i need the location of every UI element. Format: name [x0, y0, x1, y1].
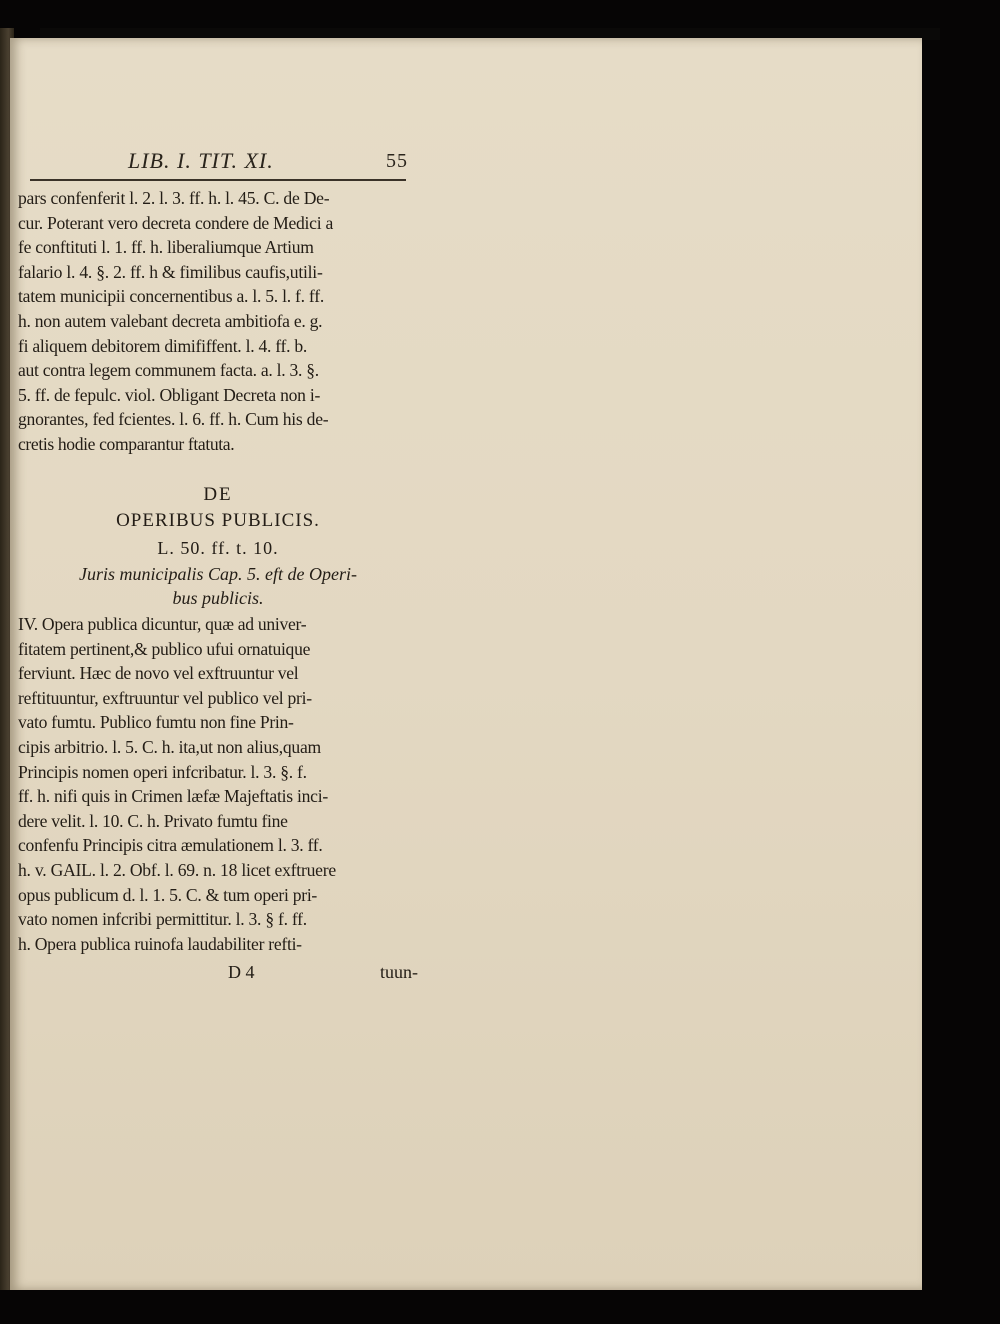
page-number: 55	[386, 150, 408, 172]
signature-mark: D 4	[228, 962, 255, 982]
text-line: h. v. GAIL. l. 2. Obf. l. 69. n. 18 licet exftruere	[18, 859, 336, 880]
text-line: cur. Poterant vero decreta condere de Medici a	[18, 212, 334, 233]
section-heading-reference: L. 50. ff. t. 10.	[157, 538, 279, 558]
text-line: pars confenferit l. 2. l. 3. ff. h. l. 45. C. de De-	[18, 188, 330, 208]
section-heading-title: OPERIBUS PUBLICIS.	[116, 510, 320, 531]
text-line: Principis nomen operi infcribatur. l. 3. §. f.	[18, 761, 307, 782]
body-text	[18, 186, 418, 457]
text-line: confenfu Principis citra æmulationem l. 3. ff.	[18, 835, 323, 856]
text-line: 5. ff. de fepulc. viol. Obligant Decreta non i-	[18, 384, 321, 405]
text-line: h. Opera publica ruinofa laudabiliter refti-	[18, 933, 302, 954]
text-line: dere velit. l. 10. C. h. Privato fumtu fine	[18, 810, 288, 831]
text-line: cipis arbitrio. l. 5. C. h. ita,ut non alius,quam	[18, 736, 321, 757]
text-line: ff. h. nifi quis in Crimen læfæ Majeftatis inci-	[18, 786, 328, 807]
text-line: reftituuntur, exftruuntur vel publico vel pri-	[18, 687, 312, 708]
text-line: h. non autem valebant decreta ambitiofa e. g.	[18, 310, 323, 331]
section-subheading: bus publicis.	[172, 588, 264, 608]
header-rule	[30, 179, 406, 181]
text-line: ferviunt. Hæc de novo vel exftruuntur vel	[18, 663, 299, 684]
page-footer	[18, 962, 418, 988]
text-line: vato nomen infcribi permittitur. l. 3. § f. ff.	[18, 909, 307, 930]
text-line: cretis hodie comparantur ftatuta.	[18, 433, 235, 454]
text-line: IV. Opera publica dicuntur, quæ ad univer-	[18, 614, 307, 634]
text-line: gnorantes, fed fcientes. l. 6. ff. h. Cum his de-	[18, 409, 329, 430]
running-head: LIB. I. TIT. XI.	[128, 148, 274, 173]
page-header	[120, 146, 420, 180]
text-line: falario l. 4. §. 2. ff. h & fimilibus caufis,utili-	[18, 261, 323, 282]
catchword: tuun-	[380, 962, 418, 982]
text-line: fe conftituti l. 1. ff. h. liberaliumque Artium	[18, 237, 314, 258]
text-line: opus publicum d. l. 1. 5. C. & tum operi pri-	[18, 884, 318, 905]
section-heading-de: DE	[203, 484, 233, 505]
section-subheading: Juris municipalis Cap. 5. eft de Operi-	[79, 564, 357, 584]
text-line: tatem municipii concernentibus a. l. 5. l. f. ff.	[18, 286, 324, 307]
text-line: aut contra legem communem facta. a. l. 3. §.	[18, 360, 319, 381]
text-line: fitatem pertinent,& publico ufui ornatuique	[18, 638, 311, 659]
section-text	[18, 612, 418, 956]
text-line: vato fumtu. Publico fumtu non fine Prin-	[18, 712, 294, 733]
text-line: fi aliquem debitorem dimififfent. l. 4. ff. b.	[18, 335, 308, 356]
